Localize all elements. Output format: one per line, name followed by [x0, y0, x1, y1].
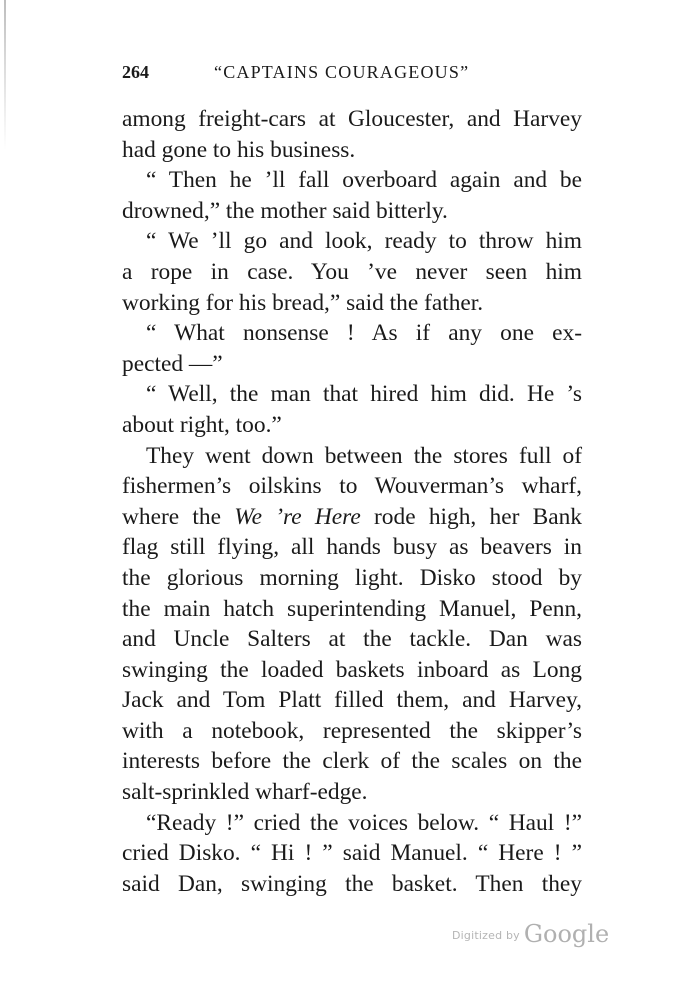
text-segment: a rope in case. You ’ve never seen him: [122, 258, 582, 285]
text-segment: flag still flying, all hands busy as beavers in: [122, 534, 582, 561]
ship-name-italic: We ’re Here: [234, 503, 361, 530]
text-line: [122, 410, 582, 441]
text-line: [122, 563, 582, 594]
text-line: [122, 838, 582, 869]
text-segment: rode high, her Bank: [360, 503, 583, 530]
text-segment: with a notebook, represented the skipper’s: [122, 717, 582, 744]
text-line: [122, 104, 582, 135]
body-text: [122, 104, 582, 899]
text-segment: working for his bread,” said the father.: [122, 289, 484, 316]
text-segment: and Uncle Salters at the tackle. Dan was: [122, 626, 582, 653]
text-line: [122, 808, 582, 839]
text-line: [122, 165, 582, 196]
text-line: [122, 869, 582, 900]
text-segment: “ Well, the man that hired him did. He ’s: [146, 381, 582, 408]
text-segment: cried Disko. “ Hi ! ” said Manuel. “ Here ! ”: [122, 840, 582, 867]
text-line: [122, 746, 582, 777]
text-segment: “ What nonsense ! As if any one ex-: [146, 320, 582, 347]
text-line: [122, 349, 582, 380]
text-segment: salt-sprinkled wharf-edge.: [122, 779, 368, 806]
text-segment: fishermen’s oilskins to Wouverman’s wharf,: [122, 473, 582, 500]
text-line: [122, 655, 582, 686]
text-segment: Jack and Tom Platt filled them, and Harvey,: [122, 687, 582, 714]
text-segment: had gone to his business.: [122, 136, 356, 163]
text-segment: “ We ’ll go and look, ready to throw him: [146, 228, 582, 255]
text-line: [122, 288, 582, 319]
google-logo: Google: [523, 920, 610, 948]
text-segment: the main hatch superintending Manuel, Penn,: [122, 595, 582, 622]
text-segment: drowned,” the mother said bitterly.: [122, 197, 448, 224]
digitized-by-google-watermark: [452, 920, 609, 948]
running-title: “CAPTAINS COURAGEOUS”: [214, 62, 470, 82]
text-line: [122, 441, 582, 472]
text-line: [122, 716, 582, 747]
text-line: [122, 624, 582, 655]
text-segment: where the: [122, 503, 235, 530]
running-head: [122, 62, 582, 83]
text-segment: interests before the clerk of the scales on the: [122, 748, 582, 775]
text-line: [122, 685, 582, 716]
text-segment: swinging the loaded baskets inboard as Long: [122, 656, 582, 683]
text-line: [122, 777, 582, 808]
text-line: [122, 226, 582, 257]
text-line: [122, 502, 582, 533]
scan-edge-shadow: [4, 0, 6, 150]
text-segment: among freight-cars at Gloucester, and Harvey: [122, 106, 582, 132]
text-line: [122, 532, 582, 563]
text-line: [122, 594, 582, 625]
text-segment: “ Then he ’ll fall overboard again and be: [146, 167, 582, 194]
text-segment: pected —”: [122, 350, 223, 377]
text-segment: the glorious morning light. Disko stood by: [122, 564, 582, 591]
text-line: [122, 135, 582, 166]
text-line: [122, 318, 582, 349]
watermark-prefix: Digitized by: [452, 929, 520, 942]
text-segment: They went down between the stores full of: [146, 442, 582, 469]
text-segment: said Dan, swinging the basket. Then they: [122, 870, 582, 897]
text-line: [122, 471, 582, 502]
page-number: 264: [122, 62, 149, 82]
text-segment: about right, too.”: [122, 411, 282, 438]
text-line: [122, 379, 582, 410]
text-segment: “Ready !” cried the voices below. “ Haul !”: [146, 809, 582, 836]
text-line: [122, 257, 582, 288]
text-line: [122, 196, 582, 227]
